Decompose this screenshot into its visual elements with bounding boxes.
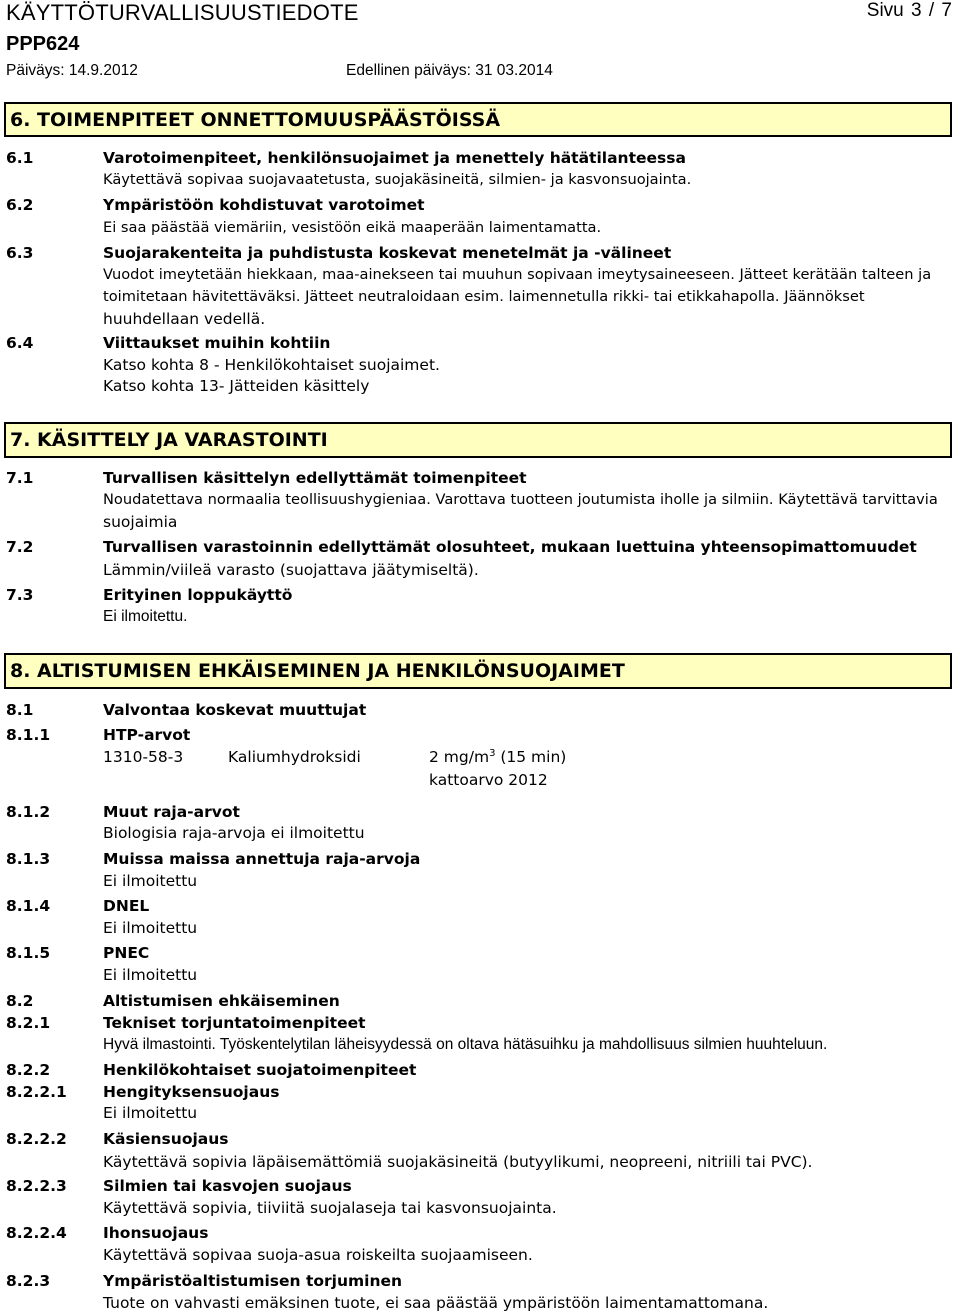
subsection-title: Ihonsuojaus	[103, 1224, 209, 1242]
section-number: 8.1.1	[6, 726, 51, 744]
section-number: 6.3	[6, 244, 34, 262]
subsection-title: Tekniset torjuntatoimenpiteet	[103, 1014, 366, 1032]
subsection-title: Altistumisen ehkäiseminen	[103, 992, 340, 1010]
section-number: 8.2.2.1	[6, 1083, 67, 1101]
subsection-text: Vuodot imeytetään hiekkaan, maa-ainekseen tai muuhun sopivaan imeytysaineeseen. Jätteet kerätään talteen ja	[103, 266, 932, 283]
section-number: 8.1.2	[6, 803, 51, 821]
limit-value-main: 2 mg/m	[429, 748, 490, 767]
section-number: 8.2	[6, 992, 34, 1010]
section-number: 8.1.5	[6, 944, 51, 962]
subsection-title: Muissa maissa annettuja raja-arvoja	[103, 850, 421, 868]
section-8-heading: 8. ALTISTUMISEN EHKÄISEMINEN JA HENKILÖNSUOJAIMET	[4, 653, 952, 689]
section-number: 8.2.3	[6, 1272, 51, 1290]
section-number: 8.2.2.3	[6, 1177, 67, 1195]
subsection-title: Varotoimenpiteet, henkilönsuojaimet ja menettely hätätilanteessa	[103, 149, 686, 167]
subsection-text: Lämmin/viileä varasto (suojattava jäätymiseltä).	[103, 561, 479, 579]
subsection-text: Katso kohta 13- Jätteiden käsittely	[103, 377, 370, 395]
subsection-text: huuhdellaan vedellä.	[103, 310, 266, 328]
subsection-title: Suojarakenteita ja puhdistusta koskevat menetelmät ja -välineet	[103, 244, 672, 262]
limit-value	[429, 748, 566, 766]
section-number: 7.1	[6, 469, 34, 487]
section-7-heading: 7. KÄSITTELY JA VARASTOINTI	[4, 422, 952, 458]
subsection-title: Erityinen loppukäyttö	[103, 586, 293, 604]
section-number: 8.2.2.2	[6, 1130, 67, 1148]
section-number: 6.4	[6, 334, 34, 352]
subsection-title: Ympäristöaltistumisen torjuminen	[103, 1272, 403, 1290]
subsection-text: Ei saa päästää viemäriin, vesistöön eikä maaperään laimentamatta.	[103, 219, 602, 236]
document-title: KÄYTTÖTURVALLISUUSTIEDOTE	[6, 0, 359, 25]
subsection-title: Käsiensuojaus	[103, 1130, 229, 1148]
cas-number: 1310-58-3	[103, 748, 184, 766]
subsection-text: Käytettävä sopivaa suoja-asua roiskeilta suojaamiseen.	[103, 1246, 533, 1264]
subsection-title: Valvontaa koskevat muuttujat	[103, 701, 367, 719]
subsection-title: Henkilökohtaiset suojatoimenpiteet	[103, 1061, 417, 1079]
section-number: 8.2.1	[6, 1014, 51, 1032]
page-number: Sivu 3 / 7	[866, 0, 952, 21]
limit-value-note: kattoarvo 2012	[429, 771, 548, 789]
subsection-text: Ei ilmoitettu	[103, 1104, 198, 1122]
subsection-title: DNEL	[103, 897, 150, 915]
section-number: 8.1.3	[6, 850, 51, 868]
subsection-text: Ei ilmoitettu.	[103, 608, 188, 625]
limit-value-exponent: 3	[489, 748, 496, 759]
previous-date: Edellinen päiväys: 31 03.2014	[346, 62, 553, 79]
subsection-text: suojaimia	[103, 513, 178, 531]
substance-name: Kaliumhydroksidi	[228, 748, 361, 766]
subsection-text: Tuote on vahvasti emäksinen tuote, ei saa päästää ympäristöön laimentamattomana.	[103, 1294, 769, 1312]
section-number: 8.2.2.4	[6, 1224, 67, 1242]
issue-date: Päiväys: 14.9.2012	[6, 62, 138, 79]
subsection-title: Hengityksensuojaus	[103, 1083, 280, 1101]
product-code: PPP624	[6, 33, 80, 55]
subsection-title: Turvallisen käsittelyn edellyttämät toimenpiteet	[103, 469, 527, 487]
subsection-title: Silmien tai kasvojen suojaus	[103, 1177, 352, 1195]
subsection-title: Turvallisen varastoinnin edellyttämät olosuhteet, mukaan luettuina yhteensopimattomuudet	[103, 538, 917, 556]
subsection-title: Muut raja-arvot	[103, 803, 240, 821]
subsection-text: Biologisia raja-arvoja ei ilmoitettu	[103, 824, 365, 842]
subsection-text: toimitetaan hävitettäväksi. Jätteet neutraloidaan esim. laimennetulla rikki- tai etikkahapolla. Jäännökset	[103, 288, 865, 305]
subsection-text: Käytettävä sopivaa suojavaatetusta, suojakäsineitä, silmien- ja kasvonsuojainta.	[103, 171, 692, 188]
subsection-text: Hyvä ilmastointi. Työskentelytilan läheisyydessä on oltava hätäsuihku ja mahdollisuus silmien huuhteluun.	[103, 1036, 828, 1053]
subsection-text: Käytettävä sopivia läpäisemättömiä suojakäsineitä (butyylikumi, neopreeni, nitriili tai PVC).	[103, 1153, 813, 1171]
section-number: 8.1.4	[6, 897, 51, 915]
subsection-text: Ei ilmoitettu	[103, 919, 198, 937]
subsection-text: Käytettävä sopivia, tiiviitä suojalaseja tai kasvonsuojainta.	[103, 1199, 557, 1217]
subsection-title: PNEC	[103, 944, 150, 962]
limit-value-duration: (15 min)	[495, 748, 567, 767]
subsection-text: Ei ilmoitettu	[103, 966, 198, 984]
section-number: 7.3	[6, 586, 34, 604]
subsection-text: Ei ilmoitettu	[103, 872, 198, 890]
section-number: 7.2	[6, 538, 34, 556]
subsection-title: HTP-arvot	[103, 726, 191, 744]
subsection-title: Ympäristöön kohdistuvat varotoimet	[103, 196, 425, 214]
subsection-text: Noudatettava normaalia teollisuushygieniaa. Varottava tuotteen joutumista iholle ja silmiin. Käytettävä tarvittavia	[103, 491, 938, 508]
section-number: 8.2.2	[6, 1061, 51, 1079]
section-number: 8.1	[6, 701, 34, 719]
subsection-title: Viittaukset muihin kohtiin	[103, 334, 331, 352]
section-6-heading: 6. TOIMENPITEET ONNETTOMUUSPÄÄSTÖISSÄ	[4, 102, 952, 137]
section-number: 6.1	[6, 149, 34, 167]
subsection-text: Katso kohta 8 - Henkilökohtaiset suojaimet.	[103, 356, 440, 374]
section-number: 6.2	[6, 196, 34, 214]
